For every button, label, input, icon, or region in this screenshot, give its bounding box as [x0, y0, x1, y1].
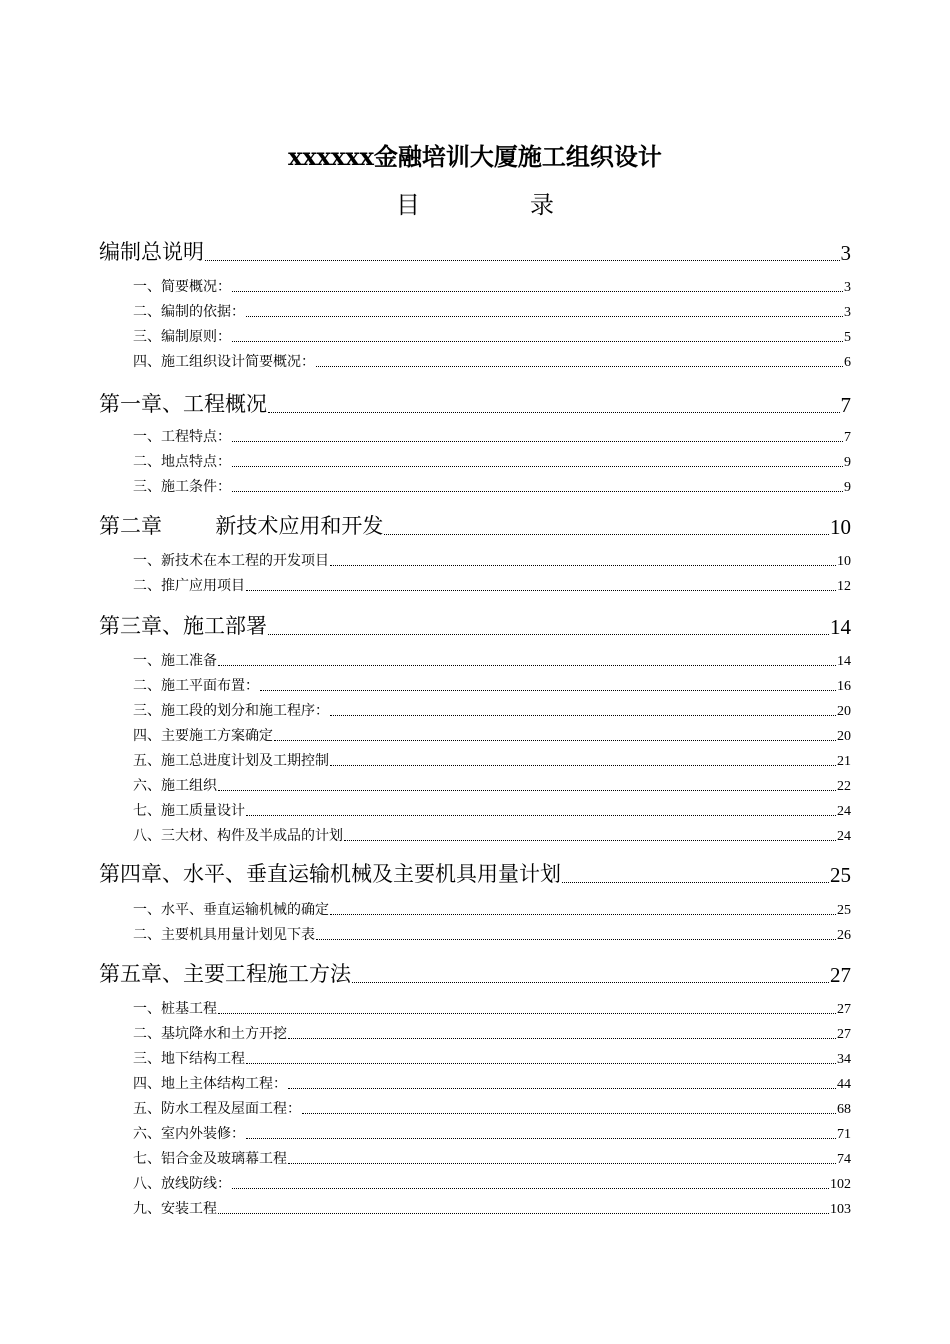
toc-page-number: 26: [837, 928, 851, 943]
toc-section-entry[interactable]: [133, 1148, 851, 1168]
toc-page-number: 9: [844, 480, 851, 495]
dot-leader: [246, 815, 836, 816]
dot-leader: [268, 634, 829, 635]
toc-heading-char-2: 录: [530, 191, 554, 219]
dot-leader: [232, 466, 843, 467]
dot-leader: [316, 939, 836, 940]
dot-leader: [274, 740, 836, 741]
dot-leader: [288, 1163, 836, 1164]
toc-chapter-entry[interactable]: [99, 958, 851, 988]
toc-page-number: 24: [837, 804, 851, 819]
dot-leader: [344, 840, 836, 841]
dot-leader: [232, 1188, 829, 1189]
toc-page-number: 27: [830, 963, 851, 987]
toc-page-number: 74: [837, 1152, 851, 1167]
toc-entry-label: 五、施工总进度计划及工期控制: [133, 753, 329, 769]
dot-leader: [330, 914, 836, 915]
toc-section-entry[interactable]: [133, 1198, 851, 1218]
toc-section-entry[interactable]: [133, 326, 851, 346]
dot-leader: [330, 565, 836, 566]
toc-entry-label: 一、桩基工程: [133, 1001, 217, 1017]
dot-leader: [218, 1013, 836, 1014]
toc-entry-label: 四、施工组织设计简要概况：: [133, 354, 315, 370]
toc-section-entry[interactable]: [133, 1173, 851, 1193]
toc-entry-label: 七、铝合金及玻璃幕工程: [133, 1151, 287, 1167]
document-title: xxxxxx金融培训大厦施工组织设计: [288, 142, 662, 171]
toc-page-number: 34: [837, 1052, 851, 1067]
dot-leader: [246, 1063, 836, 1064]
toc-entry-label: 编制总说明: [99, 240, 204, 264]
toc-section-entry[interactable]: [133, 924, 851, 944]
toc-section-entry[interactable]: [133, 1098, 851, 1118]
toc-page-number: 20: [837, 704, 851, 719]
toc-section-entry[interactable]: [133, 775, 851, 795]
toc-entry-label: 一、施工准备: [133, 653, 217, 669]
toc-page-number: 22: [837, 779, 851, 794]
toc-section-entry[interactable]: [133, 426, 851, 446]
toc-section-entry[interactable]: [133, 1073, 851, 1093]
dot-leader: [288, 1088, 836, 1089]
toc-entry-label: 三、施工段的划分和施工程序：: [133, 703, 329, 719]
toc-page-number: 3: [844, 305, 851, 320]
toc-entry-label: 二、基坑降水和土方开挖: [133, 1026, 287, 1042]
toc-entry-label: 二、施工平面布置：: [133, 678, 259, 694]
toc-entry-label: 八、三大材、构件及半成品的计划: [133, 828, 343, 844]
toc-section-entry[interactable]: [133, 800, 851, 820]
toc-entry-label: 二、主要机具用量计划见下表: [133, 927, 315, 943]
dot-leader: [246, 1138, 836, 1139]
toc-section-entry[interactable]: [133, 276, 851, 296]
toc-page-number: 27: [837, 1002, 851, 1017]
toc-section-entry[interactable]: [133, 1023, 851, 1043]
toc-page-number: 5: [844, 330, 851, 345]
toc-entry-label: 第二章 新技术应用和开发: [99, 514, 384, 538]
toc-section-entry[interactable]: [133, 550, 851, 570]
toc-entry-label: 一、水平、垂直运输机械的确定: [133, 902, 329, 918]
toc-page-number: 102: [830, 1177, 851, 1192]
toc-entry-label: 二、地点特点：: [133, 454, 231, 470]
dot-leader: [218, 1213, 829, 1214]
dot-leader: [562, 882, 829, 883]
dot-leader: [268, 412, 840, 413]
toc-section-entry[interactable]: [133, 351, 851, 371]
toc-page-number: 71: [837, 1127, 851, 1142]
toc-page-number: 10: [830, 515, 851, 539]
toc-entry-label: 第一章、工程概况: [99, 392, 267, 416]
toc-page-number: 3: [840, 241, 851, 265]
toc-entry-label: 七、施工质量设计: [133, 803, 245, 819]
toc-entry-label: 三、施工条件：: [133, 479, 231, 495]
toc-section-entry[interactable]: [133, 899, 851, 919]
toc-page-number: 10: [837, 554, 851, 569]
toc-page-number: 16: [837, 679, 851, 694]
toc-section-entry[interactable]: [133, 575, 851, 595]
toc-entry-label: 五、防水工程及屋面工程：: [133, 1101, 301, 1117]
toc-page-number: 44: [837, 1077, 851, 1092]
toc-section-entry[interactable]: [133, 1048, 851, 1068]
toc-entry-label: 三、地下结构工程: [133, 1051, 245, 1067]
toc-page-number: 14: [830, 615, 851, 639]
toc-section-entry[interactable]: [133, 301, 851, 321]
toc-entry-label: 四、主要施工方案确定: [133, 728, 273, 744]
toc-entry-label: 四、地上主体结构工程：: [133, 1076, 287, 1092]
dot-leader: [384, 534, 829, 535]
toc-entry-label: 六、施工组织: [133, 778, 217, 794]
toc-chapter-entry[interactable]: [99, 610, 851, 640]
toc-entry-label: 第四章、水平、垂直运输机械及主要机具用量计划: [99, 862, 561, 886]
toc-section-entry[interactable]: [133, 725, 851, 745]
toc-section-entry[interactable]: [133, 675, 851, 695]
toc-chapter-entry[interactable]: [99, 388, 851, 418]
toc-page-number: 24: [837, 829, 851, 844]
dot-leader: [205, 260, 840, 261]
dot-leader: [330, 715, 836, 716]
toc-heading: [0, 185, 950, 220]
toc-section-entry[interactable]: [133, 998, 851, 1018]
toc-entry-label: 二、编制的依据：: [133, 304, 245, 320]
toc-entry-label: 一、工程特点：: [133, 429, 231, 445]
toc-chapter-entry[interactable]: [99, 510, 851, 540]
dot-leader: [246, 590, 836, 591]
toc-entry-label: 九、安装工程: [133, 1201, 217, 1217]
toc-section-entry[interactable]: [133, 451, 851, 471]
toc-chapter-entry[interactable]: [99, 236, 851, 266]
toc-section-entry[interactable]: [133, 1123, 851, 1143]
dot-leader: [246, 316, 843, 317]
toc-section-entry[interactable]: [133, 650, 851, 670]
dot-leader: [218, 790, 836, 791]
toc-section-entry[interactable]: [133, 825, 851, 845]
toc-page-number: 3: [844, 280, 851, 295]
toc-entry-label: 一、简要概况：: [133, 279, 231, 295]
toc-page-number: 6: [844, 355, 851, 370]
toc-section-entry[interactable]: [133, 750, 851, 770]
dot-leader: [232, 441, 843, 442]
toc-page-number: 25: [837, 903, 851, 918]
toc-page-number: 25: [830, 863, 851, 887]
dot-leader: [302, 1113, 836, 1114]
toc-page-number: 27: [837, 1027, 851, 1042]
toc-page-number: 68: [837, 1102, 851, 1117]
toc-page-number: 12: [837, 579, 851, 594]
toc-section-entry[interactable]: [133, 476, 851, 496]
toc-page-number: 21: [837, 754, 851, 769]
dot-leader: [232, 491, 843, 492]
toc-chapter-entry[interactable]: [99, 858, 851, 888]
toc-entry-label: 二、推广应用项目: [133, 578, 245, 594]
dot-leader: [288, 1038, 836, 1039]
toc-entry-label: 第五章、主要工程施工方法: [99, 962, 351, 986]
toc-page-number: 9: [844, 455, 851, 470]
toc-entry-label: 八、放线防线：: [133, 1176, 231, 1192]
toc-section-entry[interactable]: [133, 700, 851, 720]
dot-leader: [218, 665, 836, 666]
toc-page-number: 7: [844, 430, 851, 445]
dot-leader: [352, 982, 829, 983]
dot-leader: [232, 341, 843, 342]
dot-leader: [232, 291, 843, 292]
toc-page-number: 7: [840, 393, 851, 417]
toc-page-number: 20: [837, 729, 851, 744]
toc-entry-label: 三、编制原则：: [133, 329, 231, 345]
dot-leader: [316, 366, 843, 367]
toc-page-number: 103: [830, 1202, 851, 1217]
toc-entry-label: 一、新技术在本工程的开发项目: [133, 553, 329, 569]
dot-leader: [260, 690, 836, 691]
toc-entry-label: 第三章、施工部署: [99, 614, 267, 638]
toc-page-number: 14: [837, 654, 851, 669]
toc-heading-char-1: 目: [396, 191, 420, 219]
dot-leader: [330, 765, 836, 766]
toc-entry-label: 六、室内外装修：: [133, 1126, 245, 1142]
